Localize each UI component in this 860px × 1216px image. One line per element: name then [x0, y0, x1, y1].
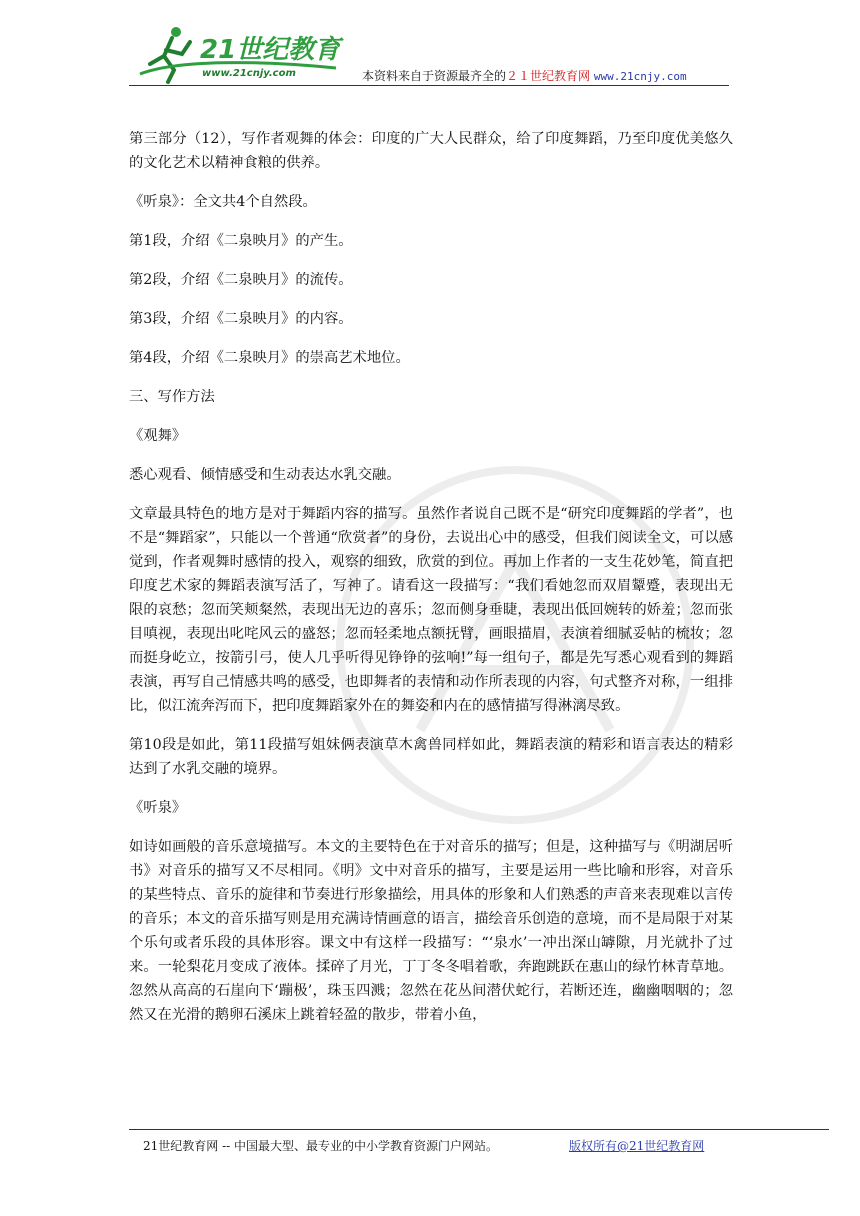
logo-title: 21世纪教育	[200, 35, 341, 65]
paragraph: 《听泉》：全文共4个自然段。	[129, 194, 317, 210]
subsection-title: 《观舞》	[129, 428, 187, 444]
paragraph: 第1段，介绍《二泉映月》的产生。	[129, 233, 353, 249]
tagline-prefix: 本资料来自于资源最齐全的	[362, 69, 507, 83]
paragraph: 第三部分（12），写作者观舞的体会：印度的广大人民群众，给了印度舞蹈，乃至印度优美悠久的文化艺术以精神食粮的供养。	[129, 131, 733, 171]
tagline-url[interactable]: www.21cnjy.com	[593, 70, 687, 83]
paragraph: 第4段，介绍《二泉映月》的崇高艺术地位。	[129, 350, 410, 366]
footer-divider	[129, 1129, 829, 1130]
paragraph: 第2段，介绍《二泉映月》的流传。	[129, 272, 353, 288]
paragraph: 悉心观看、倾情感受和生动表达水乳交融。	[129, 467, 401, 483]
page-header	[0, 0, 860, 90]
document-body	[129, 127, 733, 1027]
page-footer	[143, 1137, 705, 1154]
footer-text: 21世纪教育网 -- 中国最大型、最专业的中小学教育资源门户网站。	[143, 1139, 499, 1153]
header-tagline	[362, 67, 687, 84]
paragraph: 第3段，介绍《二泉映月》的内容。	[129, 311, 353, 327]
subsection-title: 《听泉》	[129, 800, 187, 816]
paragraph: 如诗如画般的音乐意境描写。本文的主要特色在于对音乐的描写；但是，这种描写与《明湖居听书》对音乐的描写又不尽相同。《明》文中对音乐的描写，主要是运用一些比喻和形容，对音乐的某些特点、音乐的旋律和节奏进行形象描绘，用具体的形象和人们熟悉的声音来表现难以言传的音乐；本文的音乐描写则是用充满诗情画意的语言，描绘音乐创造的意境，而不是局限于对某个乐句或者乐段的具体形容。课文中有这样一段描写：“‘泉水’一冲出深山罅隙，月光就扑了过来。一轮梨花月变成了液体。揉碎了月光，丁丁冬冬唱着歌，奔跑跳跃在惠山的绿竹林青草地。忽然从高高的石崖向下‘蹦极’，珠玉四溅；忽然在花丛间潜伏蛇行，若断还连，幽幽咽咽的；忽然又在光滑的鹅卵石溪床上跳着轻盈的散步，带着小鱼，	[129, 839, 733, 1023]
paragraph: 第10段是如此，第11段描写姐妹俩表演草木禽兽同样如此，舞蹈表演的精彩和语言表达的精彩达到了水乳交融的境界。	[129, 737, 733, 777]
header-divider	[129, 85, 729, 86]
section-heading: 三、写作方法	[129, 389, 215, 405]
copyright-link[interactable]: 版权所有@21世纪教育网	[569, 1139, 705, 1153]
tagline-brand: ２１世纪教育网	[506, 69, 591, 83]
paragraph: 文章最具特色的地方是对于舞蹈内容的描写。虽然作者说自己既不是“研究印度舞蹈的学者”，也不是“舞蹈家”，只能以一个普通“欣赏者”的身份，去说出心中的感受，但我们阅读全文，可以感觉到，作者观舞时感情的投入，观察的细致，欣赏的到位。再加上作者的一支生花妙笔，简直把印度艺术家的舞蹈表演写活了，写神了。请看这一段描写：“我们看她忽而双眉颦蹙，表现出无限的哀愁；忽而笑颊粲然，表现出无边的喜乐；忽而侧身垂睫，表现出低回婉转的娇羞；忽而张目嗔视，表现出叱咤风云的盛怒；忽而轻柔地点额抚臂，画眼描眉，表演着细腻妥帖的梳妆；忽而挺身屹立，按箭引弓，使人几乎听得见铮铮的弦响!”每一组句子，都是先写悉心观看到的舞蹈表演，再写自己情感共鸣的感受，也即舞者的表情和动作所表现的内容，句式整齐对称，一组排比，似江流奔泻而下，把印度舞蹈家外在的舞姿和内在的感情描写得淋漓尽致。	[129, 506, 733, 714]
logo-url: www.21cnjy.com	[202, 68, 296, 79]
site-logo	[136, 20, 346, 84]
